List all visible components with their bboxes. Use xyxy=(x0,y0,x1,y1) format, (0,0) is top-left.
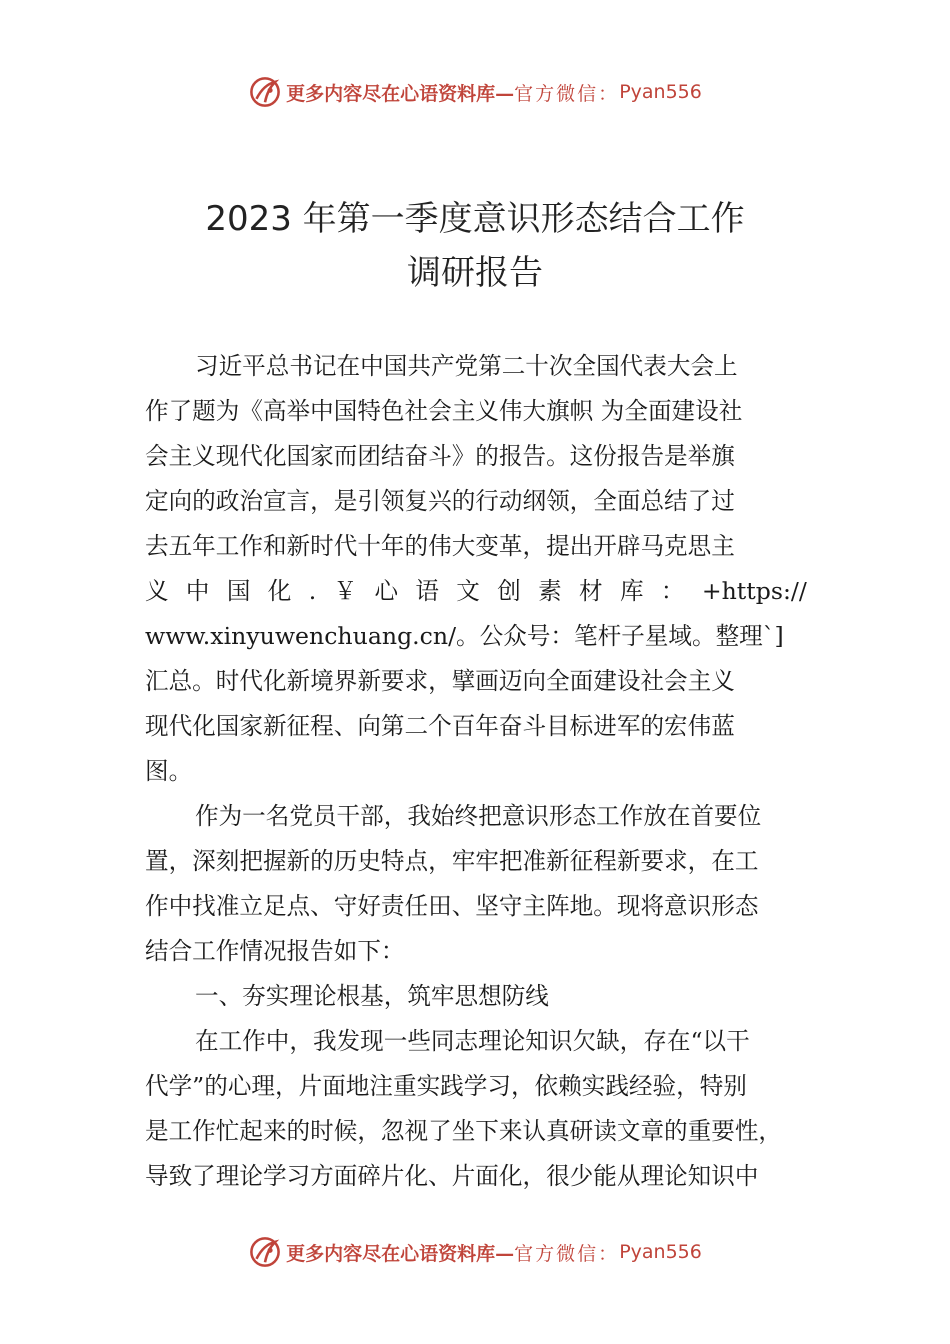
paragraph-line: 作了题为《高举中国特色社会主义伟大旗帜 为全面建设社 xyxy=(145,397,743,425)
spaced-char: . xyxy=(308,577,317,605)
title-line-2: 调研报告 xyxy=(407,253,543,293)
paragraph-line: 去五年工作和新时代十年的伟大变革，提出开辟马克思主 xyxy=(145,532,735,560)
banner-wechat-id: Pyan556 xyxy=(619,1241,702,1263)
paragraph-line: 汇总。时代化新境界新要求，擘画迈向全面建设社会主义 xyxy=(145,667,735,695)
spaced-char: 库 xyxy=(619,577,644,605)
spaced-line xyxy=(145,569,807,614)
paragraph-line: 习近平总书记在中国共产党第二十次全国代表大会上 xyxy=(195,352,738,380)
spaced-char: 文 xyxy=(456,577,480,605)
spaced-char: 创 xyxy=(497,577,521,605)
paragraph-line: 现代化国家新征程、向第二个百年奋斗目标进军的宏伟蓝 xyxy=(145,712,735,740)
paragraph-line: 结合工作情况报告如下： xyxy=(145,937,405,965)
paragraph-line: 在工作中，我发现一些同志理论知识欠缺，存在“以干 xyxy=(195,1027,750,1055)
document-title xyxy=(0,192,950,300)
paragraph-line: 图。 xyxy=(145,757,193,785)
spaced-char: ： xyxy=(660,577,685,605)
section-heading: 一、夯实理论根基，筑牢思想防线 xyxy=(195,982,549,1010)
paragraph-line: 作中找准立足点、守好责任田、坚守主阵地。现将意识形态 xyxy=(145,892,759,920)
paragraph-line: 作为一名党员干部，我始终把意识形态工作放在首要位 xyxy=(195,802,762,830)
banner-text: 更多内容尽在心语资料库— xyxy=(286,1242,515,1265)
document-body xyxy=(145,344,807,1199)
banner-wechat-label: 官方微信： xyxy=(514,1242,620,1265)
title-line-1: 2023 年第一季度意识形态结合工作 xyxy=(205,199,745,239)
paragraph-line: 导致了理论学习方面碎片化、片面化，很少能从理论知识中 xyxy=(145,1162,759,1190)
paragraph-line: 置，深刻把握新的历史特点，牢牢把准新征程新要求，在工 xyxy=(145,847,759,875)
spaced-char: 语 xyxy=(415,577,439,605)
banner-text: 更多内容尽在心语资料库— xyxy=(286,82,515,105)
header-banner xyxy=(0,72,950,112)
spaced-char: 化 xyxy=(267,577,292,605)
logo-icon xyxy=(248,1235,282,1269)
spaced-char: +https:// xyxy=(701,577,807,605)
spaced-char: 素 xyxy=(538,577,562,605)
paragraph-line: 是工作忙起来的时候，忽视了坐下来认真研读文章的重要性， xyxy=(145,1117,783,1145)
spaced-char: 义 xyxy=(145,577,169,605)
logo-icon xyxy=(248,75,282,109)
paragraph-line: 定向的政治宣言，是引领复兴的行动纲领，全面总结了过 xyxy=(145,487,735,515)
paragraph-line: 代学”的心理，片面地注重实践学习，依赖实践经验，特别 xyxy=(145,1072,747,1100)
banner-wechat-label: 官方微信： xyxy=(514,82,620,105)
spaced-char: 材 xyxy=(579,577,603,605)
footer-banner xyxy=(0,1232,950,1272)
spaced-char: 心 xyxy=(374,577,399,605)
spaced-char: 中 xyxy=(185,577,210,605)
banner-wechat-id: Pyan556 xyxy=(619,81,702,103)
spaced-char: 国 xyxy=(226,577,251,605)
paragraph-line: 会主义现代化国家而团结奋斗》的报告。这份报告是举旗 xyxy=(145,442,735,470)
spaced-char: ￥ xyxy=(333,577,358,605)
paragraph-line: www.xinyuwenchuang.cn/。公众号：笔杆子星域。整理`] xyxy=(145,622,784,650)
